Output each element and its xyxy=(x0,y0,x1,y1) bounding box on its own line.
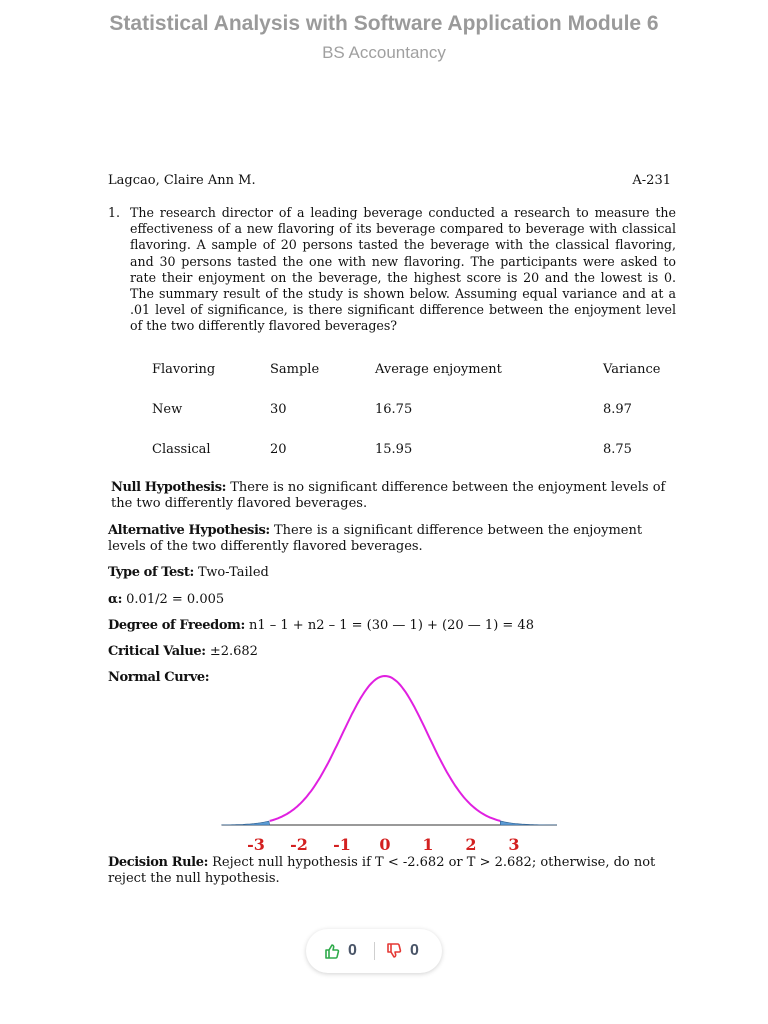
null-hypothesis-text: There is no significant difference between the enjoyment levels of the two differently flavored beverages. xyxy=(111,480,666,512)
type-of-test-label: Type of Test: xyxy=(108,565,194,580)
type-of-test xyxy=(108,565,678,581)
question-number: 1. xyxy=(108,205,121,220)
thumbs-up-icon xyxy=(324,943,340,959)
student-name: Lagcao, Claire Ann M. xyxy=(108,173,256,188)
x-tick-label: -3 xyxy=(247,835,265,854)
decision-rule-text: Reject null hypothesis if T < -2.682 or T > 2.682; otherwise, do not reject the null hypothesis. xyxy=(108,855,656,887)
table-cell: 20 xyxy=(270,442,287,457)
decision-rule-label: Decision Rule: xyxy=(108,855,208,870)
x-tick-label: 1 xyxy=(422,835,434,854)
vote-widget xyxy=(306,929,442,973)
degree-of-freedom-label: Degree of Freedom: xyxy=(108,618,245,633)
degree-of-freedom xyxy=(108,618,678,634)
null-hypothesis xyxy=(111,480,677,512)
table-cell: 15.95 xyxy=(375,442,413,457)
x-tick-label: 0 xyxy=(379,835,391,854)
rejection-region-left xyxy=(222,821,270,825)
critical-value-label: Critical Value: xyxy=(108,644,206,659)
x-tick-label: -1 xyxy=(333,835,351,854)
normal-curve-line xyxy=(270,676,501,821)
question-text: The research director of a leading beverage conducted a research to measure the effectiveness of a new flavoring of its beverage compared to beverage with classical flavoring. A sample of 20 persons tasted the beverage with the classical flavoring, and 30 persons tasted the one with new flavoring. The participants were asked to rate their enjoyment on the beverage, the highest score is 20 and the lowest is 0. The summary result of the study is shown below. Assuming equal variance and at a .01 level of significance, is there significant difference between the enjoyment level of the two differently flavored beverages? xyxy=(130,205,676,334)
x-tick-label: -2 xyxy=(290,835,308,854)
alternative-hypothesis-label: Alternative Hypothesis: xyxy=(108,523,270,538)
x-tick-label: 3 xyxy=(508,835,520,854)
table-cell: 8.97 xyxy=(603,402,632,417)
table-cell: Classical xyxy=(152,442,211,457)
table-header-flavoring: Flavoring xyxy=(152,362,216,377)
table-cell: 16.75 xyxy=(375,402,413,417)
document-title: Statistical Analysis with Software Application Module 6 xyxy=(109,12,659,35)
table-cell: New xyxy=(152,402,183,417)
table-header-variance: Variance xyxy=(603,362,661,377)
downvote-button[interactable] xyxy=(386,941,419,961)
vote-divider xyxy=(374,942,375,960)
type-of-test-value: Two-Tailed xyxy=(198,565,269,580)
rejection-region-right xyxy=(500,821,557,825)
x-tick-label: 2 xyxy=(465,835,477,854)
critical-value-value: ±2.682 xyxy=(209,644,258,659)
alternative-hypothesis-text: There is a significant difference between the enjoyment levels of the two differently flavored beverages. xyxy=(108,523,643,555)
alternative-hypothesis xyxy=(108,523,678,555)
degree-of-freedom-value: n1 – 1 + n2 – 1 = (30 — 1) + (20 — 1) = 48 xyxy=(249,618,534,633)
downvote-count: 0 xyxy=(410,942,419,959)
upvote-button[interactable] xyxy=(324,941,357,961)
critical-value xyxy=(108,644,678,660)
section-code: A-231 xyxy=(632,173,671,188)
alpha-value: 0.01/2 = 0.005 xyxy=(126,592,225,607)
null-hypothesis-label: Null Hypothesis: xyxy=(111,480,227,495)
decision-rule xyxy=(108,855,678,887)
document-subtitle: BS Accountancy xyxy=(322,43,446,62)
table-header-sample: Sample xyxy=(270,362,320,377)
thumbs-down-icon xyxy=(386,943,402,959)
table-cell: 8.75 xyxy=(603,442,632,457)
table-cell: 30 xyxy=(270,402,287,417)
normal-curve-chart xyxy=(200,668,565,858)
alpha xyxy=(108,592,678,608)
upvote-count: 0 xyxy=(348,942,357,959)
question-block xyxy=(108,205,676,335)
normal-curve-label: Normal Curve: xyxy=(108,670,210,685)
alpha-label: α: xyxy=(108,592,123,607)
table-header-average: Average enjoyment xyxy=(375,362,502,377)
